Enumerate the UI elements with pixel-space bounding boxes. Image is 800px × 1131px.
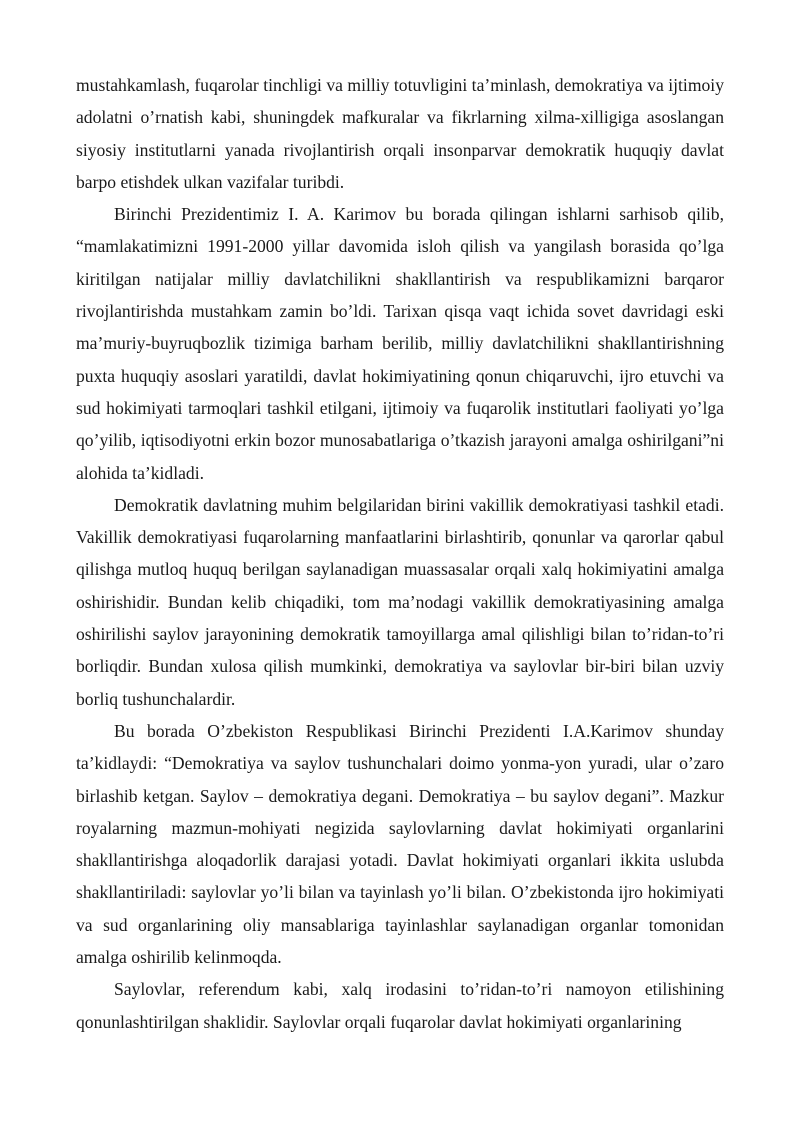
paragraph-4: Bu borada O’zbekiston Respublikasi Birinchi Prezidenti I.A.Karimov shunday ta’kidlaydi: “Demokratiya va saylov tushunchalari doimo yonma-yon yuradi, ular o’zaro birlashib ketgan. Saylov – demokratiya degani. Demokratiya – bu saylov degani”. Mazkur royalarning mazmun-mohiyati negizida saylovlarning davlat hokimiyati organlarini shakllantirishga aloqadorlik darajasi yotadi. Davlat hokimiyati organlari ikkita uslubda shakllantiriladi: saylovlar yo’li bilan va tayinlash yo’li bilan. O’zbekistonda ijro hokimiyati va sud organlarining oliy mansablariga tayinlashlar saylanadigan organlar tomonidan amalga oshirilib kelinmoqda. xyxy=(76,720,724,968)
paragraph-3: Demokratik davlatning muhim belgilaridan birini vakillik demokratiyasi tashkil etadi. Vakillik demokratiyasi fuqarolarning manfaatlarini birlashtirib, qonunlar va qarorlar qabul qilishga mutloq huquq berilgan saylanadigan muassasalar orqali xalq hokimiyatini amalga oshirishidir. Bundan kelib chiqadiki, tom ma’nodagi vakillik demokratiyasining amalga oshirilishi saylov jarayonining demokratik tamoyillarga amal qilishligi bilan to’ridan-to’ri borliqdir. Bundan xulosa qilish mumkinki, demokratiya va saylovlar bir-biri bilan uzviy borliq tushunchalardir. xyxy=(76,494,724,709)
paragraph-1: mustahkamlash, fuqarolar tinchligi va milliy totuvligini ta’minlash, demokratiya va ijtimoiy adolatni o’rnatish kabi, shuningdek mafkuralar va fikrlarning xilma-xilligiga asoslangan siyosiy institutlarni yanada rivojlantirish orqali insonparvar demokratik huquqiy davlat barpo etishdek ulkan vazifalar turibdi. xyxy=(76,75,724,192)
document-page xyxy=(76,69,724,1038)
paragraph-5: Saylovlar, referendum kabi, xalq irodasini to’ridan-to’ri namoyon etilishining qonunlashtirilgan shaklidir. Saylovlar orqali fuqarolar davlat hokimiyati organlarining xyxy=(76,979,724,1032)
paragraph-2: Birinchi Prezidentimiz I. A. Karimov bu borada qilingan ishlarni sarhisob qilib, “mamlakatimizni 1991-2000 yillar davomida isloh qilish va yangilash borasida qo’lga kiritilgan natijalar milliy davlatchilikni shakllantirish va respublikamizni barqaror rivojlantirishda mustahkam zamin bo’ldi. Tarixan qisqa vaqt ichida sovet davridagi eski ma’muriy-buyruqbozlik tizimiga barham berilib, milliy davlatchilikni shakllantirishning puxta huquqiy asoslari yaratildi, davlat hokimiyatining qonun chiqaruvchi, ijro etuvchi va sud hokimiyati tarmoqlari tashkil etilgani, ijtimoiy va fuqarolik institutlari faoliyati yo’lga qo’yilib, iqtisodiyotni erkin bozor munosabatlariga o’tkazish jarayoni amalga oshirilgani”ni alohida ta’kidladi. xyxy=(76,204,724,483)
